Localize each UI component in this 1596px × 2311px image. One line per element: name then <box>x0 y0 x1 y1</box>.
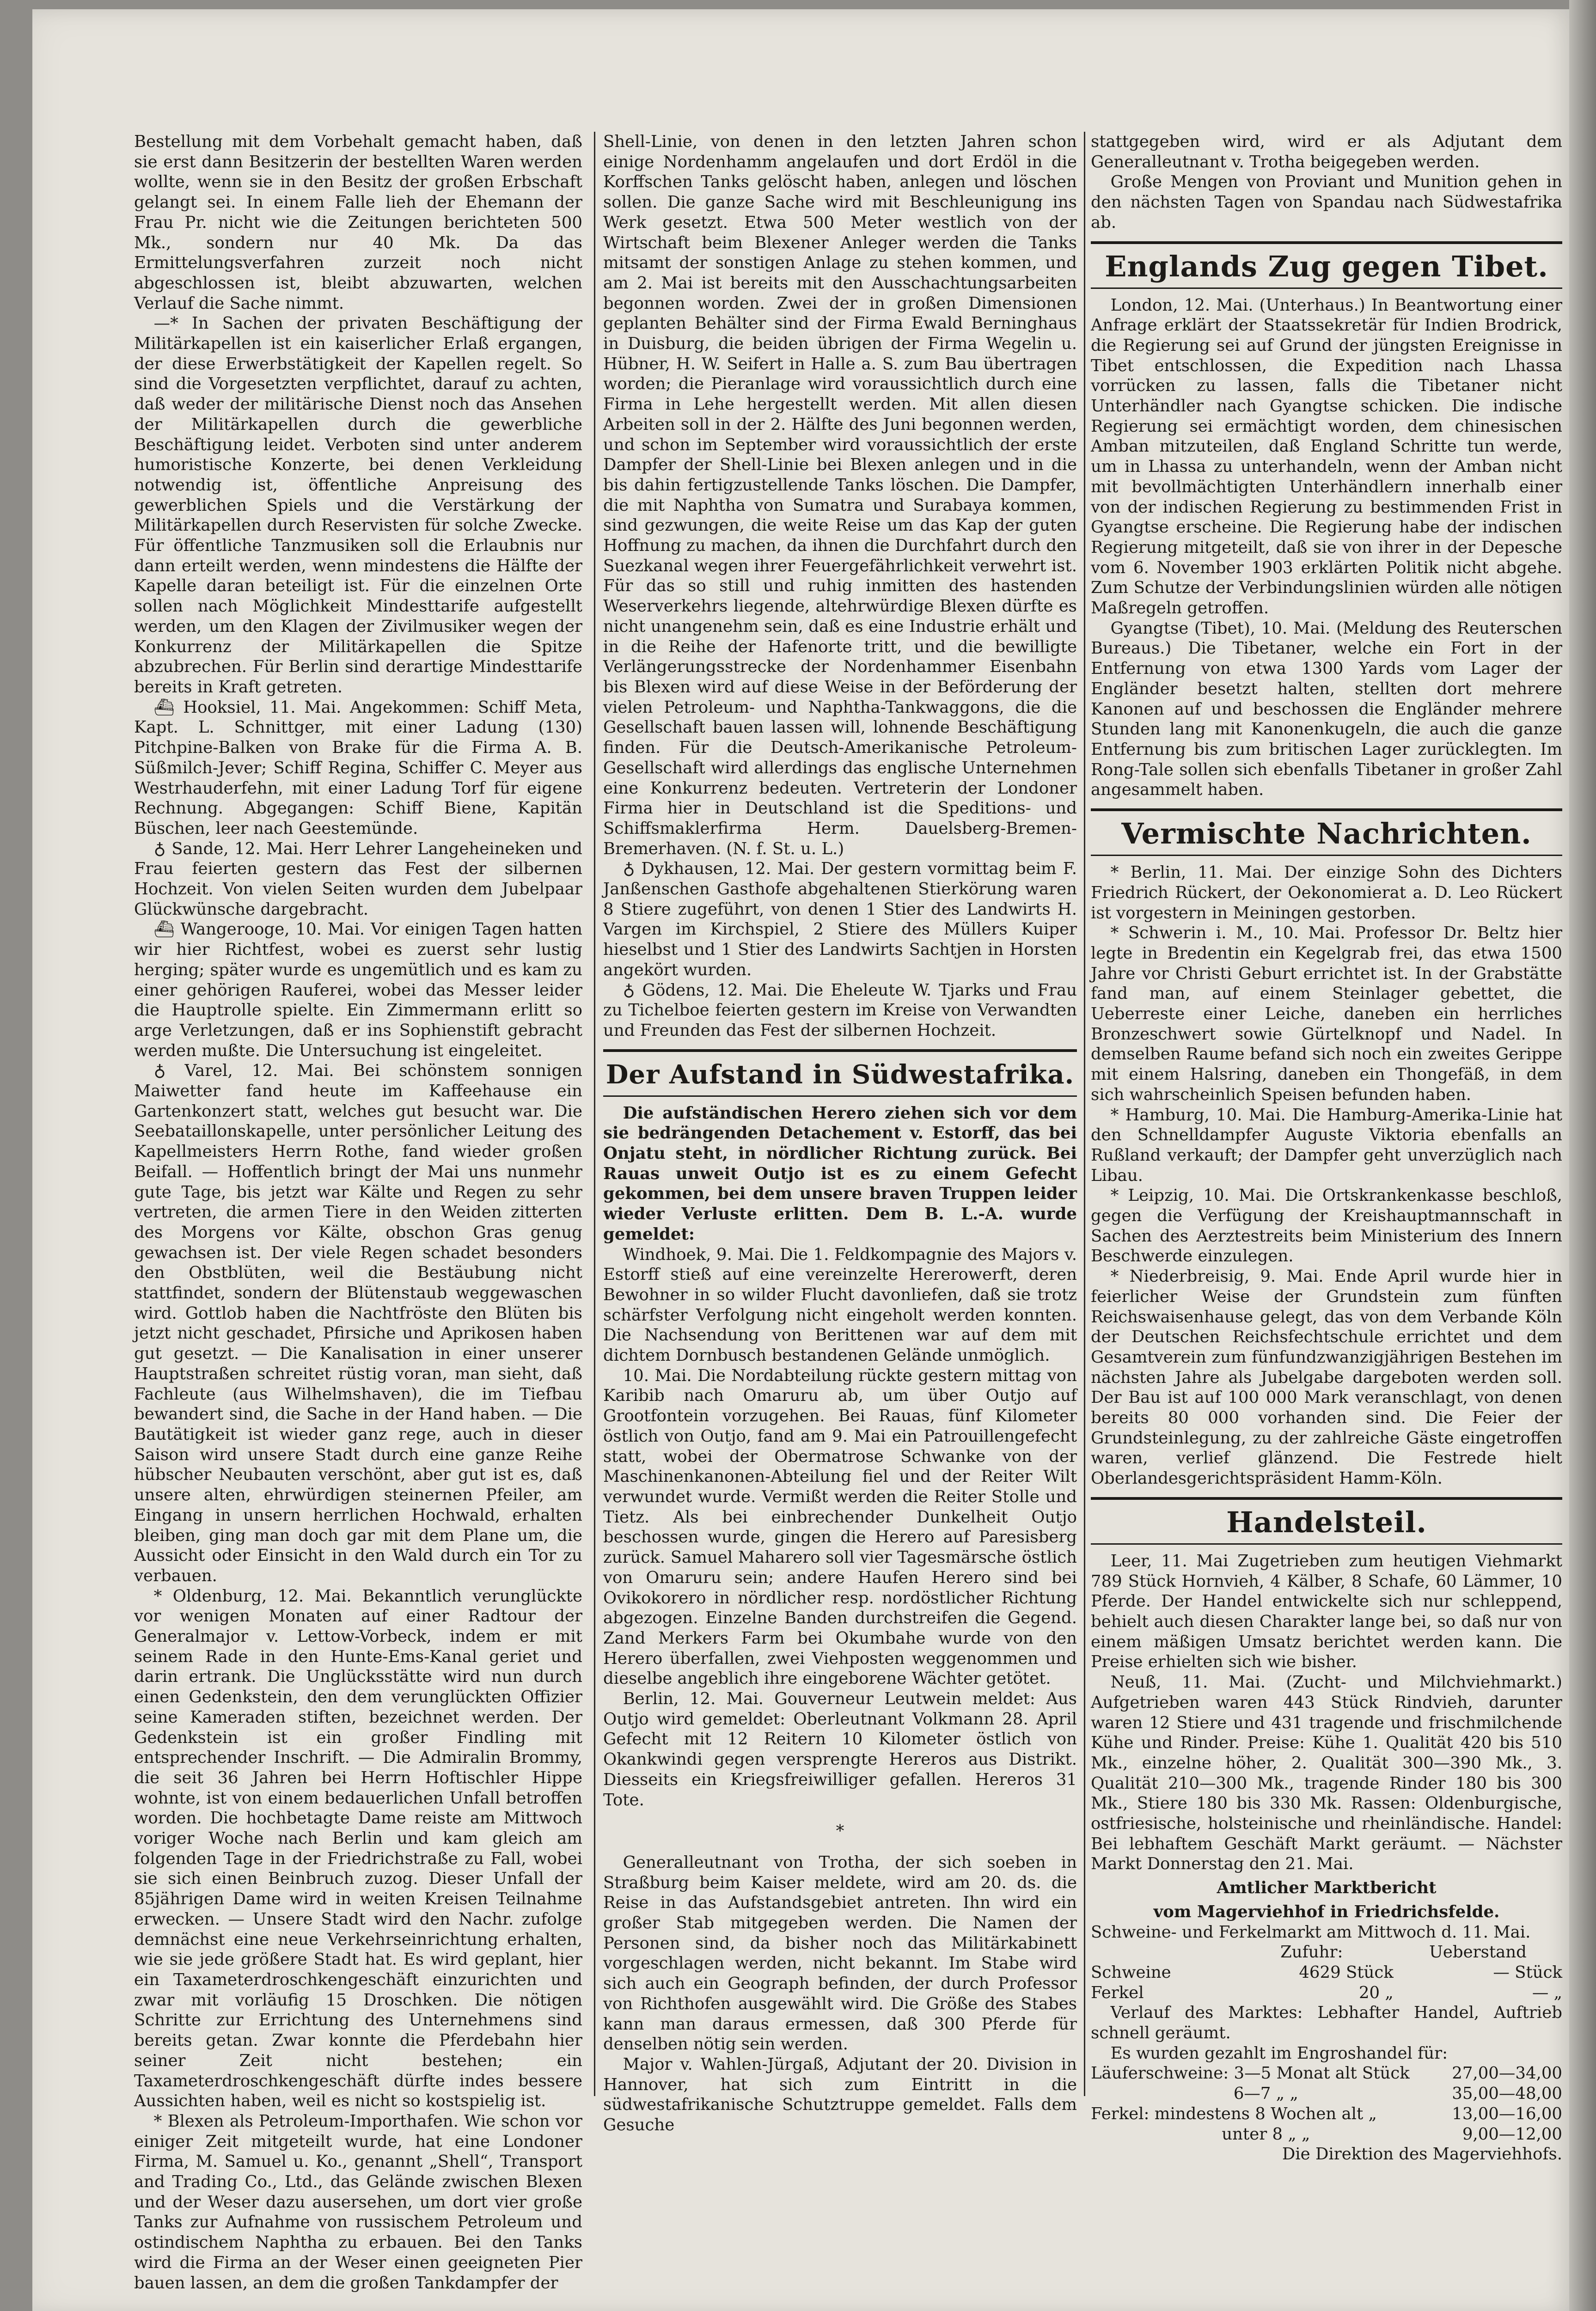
table-cell: 27,00—34,00 <box>1452 2064 1562 2083</box>
market-report-subtitle: vom Magerviehhof in Friedrichsfelde. <box>1153 1902 1500 1921</box>
article-proviant: Große Mengen von Proviant und Munition gehen in den nächsten Tagen von Spandau nach Südwestafrika ab. <box>1091 172 1562 232</box>
col-header: Ueberstand <box>1429 1943 1527 1962</box>
article-niederbreisig: * Niederbreisig, 9. Mai. Ende April wurde hier in feierlicher Weise der Grundstein zum fünften Reichswaisenhause gelegt, das von dem Verbande Köln der Deutschen Reichsfechtschule errichtet und dem Gesamtverein zum fünfundzwanzigjährigen Bestehen im nächsten Jahre als Jubelgabe dargeboten werden soll. Der Bau ist auf 100 000 Mark veranschlagt, von denen bereits 80 000 vorhanden sind. Die Feier der Grundsteinlegung, zu der zahlreiche Gäste eingetroffen waren, verlief glänzend. Die Festrede hielt Oberlandesgerichtspräsident Hamm-Köln. <box>1091 1267 1562 1488</box>
article-leipzig: * Leipzig, 10. Mai. Die Ortskrankenkasse beschloß, gegen die Verfügung der Kreishauptmannschaft in Sachen des Aerztestreits beim Ministerium des Innern Beschwerde einzulegen. <box>1091 1186 1562 1266</box>
col-header: Zufuhr: <box>1280 1943 1343 1962</box>
table-cell: Schweine <box>1091 1963 1171 1982</box>
article-lead: Die aufständischen Herero ziehen sich vor dem sie bedrängenden Detachement v. Estorff, das bei Onjatu steht, in nördlicher Richtung zurück. Bei Rauas unweit Outjo ist es zu einem Gefecht gekommen, bei dem unsere braven Truppen leider wieder Verluste erlitten. Dem B. L.-A. wurde gemeldet: <box>603 1103 1077 1244</box>
article-blexen: * Blexen als Petroleum-Importhafen. Wie schon vor einiger Zeit mitgeteilt wurde, hat eine Londoner Firma, M. Samuel u. Ko., genannt „Shell“, Transport and Trading Co., Ltd., das Gelände zwischen Blexen und der Weser dazu ausersehen, um dort vier große Tanks zur Aufnahme von russischem Petroleum und ostindischem Naphtha zu erbauen. Bei den Tanks wird die Firma an der Weser einen geeigneten Pier bauen lassen, an dem die großen Tankdampfer der <box>134 2111 582 2293</box>
table-cell: Läuferschweine: 3—5 Monat alt Stück <box>1091 2064 1410 2083</box>
article-oldenburg: * Oldenburg, 12. Mai. Bekanntlich verunglückte vor wenigen Monaten auf einer Radtour der Generalmajor v. Lettow-Vorbeck, indem er mit seinem Rade in den Hunte-Ems-Kanal geriet und darin ertrank. Die Unglücksstätte wird nun durch einen Gedenkstein, den dem verunglückten Offizier seine Kameraden stiften, bezeichnet werden. Der Gedenkstein ist ein großer Findling mit entsprechender Inschrift. — Die Admiralin Brommy, die seit 36 Jahren bei Herrn Hoftischler Hippe wohnte, ist von einem bedauerlichen Unfall betroffen worden. Die hochbetagte Dame reiste am Mittwoch voriger Woche nach Berlin und kam gleich am folgenden Tage in der Friedrichstraße zu Fall, wobei sie sich einen Beinbruch zuzog. Dieser Unfall der 85jährigen Dame wird in weiten Kreisen Teilnahme erwecken. — Unsere Stadt wird den Nachr. zufolge demnächst eine neue Verkehrseinrichtung erhalten, wie sie jede größere Stadt hat. Es wird geplant, hier ein Taxameterdroschkengeschäft einzurichten und zwar mit vorläufig 15 Droschken. Die nötigen Schritte zur Errichtung des Unternehmens sind bereits getan. Zwar konnte die Pferdebahn hier seiner Zeit nicht bestehen; ein Taxameterdroschkengeschäft dürfte indes bessere Aussichten haben, weil es nicht so kostspielig ist. <box>134 1586 582 2111</box>
market-course: Verlauf des Marktes: Lebhafter Handel, Auftrieb schnell geräumt. <box>1091 2003 1562 2043</box>
article-berlin-leutwein: Berlin, 12. Mai. Gouverneur Leutwein meldet: Aus Outjo wird gemeldet: Oberleutnant Volkmann 28. April Gefecht mit 12 Reitern 10 Kilometer östlich von Okankwindi gegen versprengte Hereros aus Distrikt. Diesseits ein Kriegsfreiwilliger gefallen. Hereros 31 Tote. <box>603 1689 1077 1810</box>
article-windhoek: Windhoek, 9. Mai. Die 1. Feldkompagnie des Majors v. Estorff stieß auf eine vereinzelte Hererowerft, deren Bewohner in so wilder Flucht davonliefen, daß sie trotz schärfster Verfolgung nicht eingeholt werden konnten. Die Nachsendung von Berittenen war auf dem mit dichtem Dornbusch bestandenen Gelände unmöglich. <box>603 1245 1077 1365</box>
table-cell: 13,00—16,00 <box>1452 2104 1562 2123</box>
column-left <box>134 132 582 2293</box>
section-heading: Der Aufstand in Südwestafrika. <box>603 1049 1077 1097</box>
separator-star: * <box>836 1822 844 1841</box>
article-text: Shell-Linie, von denen in den letzten Jahren schon einige Nordenhamm angelaufen und dort Erdöl in die Korffschen Tanks gelöscht haben, anlegen und löschen sollen. Die ganze Sache wird mit Beschleunigung ins Werk gesetzt. Etwa 500 Meter westlich von der Wirtschaft beim Blexener Anleger werden die Tanks mitsamt der sonstigen Anlage zu stehen kommen, und am 2. Mai ist bereits mit den Ausschachtungsarbeiten begonnen worden. Zwei der in großen Dimensionen geplanten Behälter sind der Firma Ewald Berninghaus in Duisburg, die beiden übrigen der Firma Wegelin u. Hübner, H. W. Seifert in Halle a. S. zum Bau übertragen worden; die Pieranlage wird voraussichtlich durch eine Firma in Lehe hergestellt werden. Mit allen diesen Arbeiten soll in der 2. Hälfte des Juni begonnen werden, und schon im September wird voraussichtlich der erste Dampfer der Shell-Linie bei Blexen anlegen und in die bis dahin fertigzustellende Tanks löschen. Die Dampfer, die mit Naphtha von Sumatra und Surabaya kommen, sind gezwungen, die weite Reise um das Kap der guten Hoffnung zu machen, da ihnen die Durchfahrt durch den Suezkanal wegen ihrer Feuergefährlichkeit verwehrt ist. Für das so still und ruhig inmitten des hastenden Weserverkehrs liegende, altehrwürdige Blexen dürfte es nicht unangenehm sein, daß es eine Industrie erhält und in die Reihe der Hafenorte tritt, und die bewilligte Verlängerungsstrecke der Nordenhammer Eisenbahn bis Blexen wird auf diese Weise in der Beförderung der vielen Petroleum- und Naphtha-Tankwaggons, die die Gesellschaft bauen lassen will, lohnende Beschäftigung finden. Für die Deutsch-Amerikanische Petroleum-Gesellschaft wird allerdings das englische Unternehmen eine Konkurrenz bedeuten. Vertreterin der Londoner Firma hier in Deutschland ist die Speditions- und Schiffsmaklerfirma Herm. Dauelsberg-Bremen-Bremerhaven. (N. f. St. u. L.) <box>603 132 1077 858</box>
article-nordabteilung: 10. Mai. Die Nordabteilung rückte gestern mittag von Karibib nach Omaruru ab, um über Outjo auf Grootfontein vorzugehen. Bei Rauas, fünf Kilometer östlich von Outjo, fand am 9. Mai ein Patrouillengefecht statt, wobei der Obermatrose Schwanke von der Maschinenkanonen-Abteilung fiel und der Reiter Wilt verwundet wurde. Vermißt werden die Reiter Stolle und Tietz. Als bei einbrechender Dunkelheit Outjo beschossen wurde, gingen die Herero auf Paresisberg zurück. Samuel Maharero soll vier Tagesmärsche östlich von Omaruru sein; andere Haufen Herero sind bei Ovikokorero in nördlicher resp. nordöstlicher Richtung abgezogen. Einzelne Banden durchstreifen die Gegend. Zand Merkers Farm bei Okumbahe wurde von den Herero überfallen, zwei Viehposten weggenommen und dieselbe angeblich ihre eingeborene Wächter getötet. <box>603 1366 1077 1688</box>
article-gyangtse: Gyangtse (Tibet), 10. Mai. (Meldung des Reuterschen Bureaus.) Die Tibetaner, welche ein Fort in der Entfernung von etwa 1300 Yards vom Lager der Engländer besetzt halten, stellten dort mehrere Kanonen auf und beschossen die Engländer mehrere Stunden lang mit Kanonenkugeln, die auch die ganze Entfernung bis zum britischen Lager zurücklegten. Im Rong-Tale sollen sich ebenfalls Tibetaner in großer Zahl angesammelt haben. <box>1091 618 1562 800</box>
article-varel: ♁ Varel, 12. Mai. Bei schönstem sonnigen Maiwetter fand heute im Kaffeehause ein Gartenkonzert statt, welches gut besucht war. Die Seebataillonskapelle, unter persönlicher Leitung des Kapellmeisters Herrn Rothe, fand wieder großen Beifall. — Hoffentlich bringt der Mai uns nunmehr gute Tage, bis jetzt war Kälte und Regen zu sehr vertreten, die armen Tiere in den Weiden zitterten des Morgens vor Kälte, obschon Gras genug gewachsen ist. Der viele Regen schadet besonders den Obstblüten, weil die Bestäubung nicht stattfindet, sondern der Blütenstaub weggewaschen wird. Gottlob haben die Nachtfröste den Blüten bis jetzt nicht geschadet, Pfirsiche und Aprikosen haben gut gesetzt. — Die Kanalisation in einer unserer Hauptstraßen schreitet rüstig voran, man sieht, daß Fachleute (aus Wilhelmshaven), die im Tiefbau bewandert sind, die Sache in der Hand haben. — Die Bautätigkeit ist wieder ganz rege, auch in dieser Saison wird unsere Stadt durch eine ganze Reihe hübscher Neubauten verschönt, aber gut ist es, daß unsere alten, ehrwürdigen steinernen Pfeiler, am Eingang in unsern herrlichen Hochwald, erhalten bleiben, ging man doch gar mit dem Plane um, die Aussicht oder Einsicht in den Wald durch ein Tor zu verbauen. <box>134 1061 582 1585</box>
table-cell: Ferkel <box>1091 1983 1144 2002</box>
market-signature: Die Direktion des Magerviehhofs. <box>1282 2145 1562 2164</box>
article-wahlen: Major v. Wahlen-Jürgaß, Adjutant der 20. Division in Hannover, hat sich zum Eintritt in die südwestafrikanische Schutztruppe gemeldet. Falls dem Gesuche <box>603 2054 1077 2135</box>
page-edge <box>1569 0 1596 2311</box>
article-leer: Leer, 11. Mai Zugetrieben zum heutigen Viehmarkt 789 Stück Hornvieh, 4 Kälber, 8 Schafe, 60 Lämmer, 10 Pferde. Der Handel entwickelte sich nur schleppend, behielt auch diesen Charakter lange bei, so daß nur von einem mäßigen Umsatz berichtet werden kann. Die Preise erhielten sich wie bisher. <box>1091 1551 1562 1672</box>
article-dykhausen: ♁ Dykhausen, 12. Mai. Der gestern vormittag beim F. Janßenschen Gasthofe abgehaltenen Stierkörung waren 8 Stiere zugeführt, von denen 1 Stier des Landwirts H. Vargen im Kirchspiel, 2 Stiere des Müllers Kuiper hieselbst und 1 Stier des Landwirts Sachtjen in Horsten angekört wurden. <box>603 859 1077 979</box>
market-table <box>1091 1942 1562 2003</box>
article-schwerin: * Schwerin i. M., 10. Mai. Professor Dr. Beltz hier legte in Bredentin ein Kegelgrab frei, das etwa 1500 Jahre vor Christi Geburt errichtet ist. In der Grabstätte fand man, auf einem Steinlager gebettet, die Ueberreste einer Leiche, daneben ein herrliches Bronzeschwert sowie Gürtelknopf und Nadel. In demselben Raume befand sich noch ein zweites Gerippe mit einem Halsring, daneben ein Thongefäß, in dem sich wahrscheinlich Speisen befunden haben. <box>1091 923 1562 1104</box>
table-cell: 9,00—12,00 <box>1462 2124 1562 2144</box>
article-hamburg: * Hamburg, 10. Mai. Die Hamburg-Amerika-Linie hat den Schnelldampfer Auguste Viktoria ebenfalls an Rußland verkauft; der Dampfer geht unverzüglich nach Libau. <box>1091 1105 1562 1185</box>
section-heading: Englands Zug gegen Tibet. <box>1091 241 1562 289</box>
table-cell: 6—7 „ „ <box>1233 2084 1298 2103</box>
section-heading: Handelsteil. <box>1091 1497 1562 1545</box>
table-cell: 4629 Stück <box>1299 1963 1394 1982</box>
article-sande: ♁ Sande, 12. Mai. Herr Lehrer Langeheineken und Frau feierten gestern das Fest der silbernen Hochzeit. Von vielen Seiten wurden dem Jubelpaar Glückwünsche dargebracht. <box>134 839 582 919</box>
table-cell: 35,00—48,00 <box>1452 2084 1562 2103</box>
table-cell: — „ <box>1532 1983 1562 2002</box>
table-cell: Ferkel: mindestens 8 Wochen alt „ <box>1091 2104 1377 2123</box>
article-trotha: Generalleutnant von Trotha, der sich soeben in Straßburg beim Kaiser meldete, wird am 20. ds. die Reise in das Aufstandsgebiet antreten. Ihn wird ein großer Stab mitgegeben werden. Die Namen der Personen sind, da bisher noch das Militärkabinett vorgeschlagen werden, nicht bekannt. Im Stabe wird sich auch ein Geograph befinden, der durch Professor von Richthofen ausgewählt wird. Die Größe des Stabes kann man daraus ermessen, daß 300 Pferde für denselben nötig sein werden. <box>603 1852 1077 2054</box>
article-berlin: * Berlin, 11. Mai. Der einzige Sohn des Dichters Friedrich Rückert, der Oekonomierat a. D. Leo Rückert ist vorgestern in Meiningen gestorben. <box>1091 863 1562 923</box>
column-rule <box>594 132 595 2096</box>
article-wangerooge: ⛴ Wangerooge, 10. Mai. Vor einigen Tagen hatten wir hier Richtfest, wobei es zuerst sehr lustig herging; später wurde es ungemütlich und es kam zu einer gehörigen Rauferei, wobei das Messer leider die Hauptrolle spielte. Ein Zimmermann erlitt so arge Verletzungen, daß er ins Sophienstift gebracht werden mußte. Die Untersuchung ist eingeleitet. <box>134 920 582 1060</box>
table-cell: unter 8 „ „ <box>1222 2124 1310 2144</box>
market-prices-intro: Es wurden gezahlt im Engroshandel für: <box>1110 2043 1448 2063</box>
price-table <box>1091 2063 1562 2144</box>
market-report-title: Amtlicher Marktbericht <box>1217 1878 1437 1898</box>
market-date: Schweine- und Ferkelmarkt am Mittwoch d. 11. Mai. <box>1091 1922 1531 1942</box>
article-london: London, 12. Mai. (Unterhaus.) In Beantwortung einer Anfrage erklärt der Staatssekretär für Indien Brodrick, die Regierung sei auf Grund der jüngsten Ereignisse in Tibet entschlossen, die Expedition nach Lhassa vorrücken zu lassen, falls die Tibetaner nicht Unterhändler nach Gyangtse schicken. Die indische Regierung sei ermächtigt worden, dem chinesischen Amban mitzuteilen, daß England Schritte tun werde, um in Lhassa zu unterhandeln, wenn der Amban nicht mit bevollmächtigten Unterhändlern innerhalb einer von der indischen Regierung zu bestimmenden Frist in Gyangtse erscheine. Die Regierung habe der indischen Regierung mitgeteilt, daß sie von ihrer in der Depesche vom 6. November 1903 erklärten Politik nicht abgehe. Zum Schutze der Verbindungslinien würden alle nötigen Maßregeln getroffen. <box>1091 295 1562 618</box>
column-middle <box>603 132 1077 2135</box>
article-goedens: ♁ Gödens, 12. Mai. Die Eheleute W. Tjarks und Frau zu Tichelboe feierten gestern im Kreise von Verwandten und Freunden das Fest der silbernen Hochzeit. <box>603 980 1077 1040</box>
section-heading: Vermischte Nachrichten. <box>1091 808 1562 856</box>
column-rule <box>1084 132 1085 2096</box>
table-cell: — Stück <box>1493 1963 1562 1982</box>
article-neuss: Neuß, 11. Mai. (Zucht- und Milchviehmarkt.) Aufgetrieben waren 443 Stück Rindvieh, darunter waren 12 Stiere und 431 tragende und frischmilchende Kühe und Rinder. Preise: Kühe 1. Qualität 420 bis 510 Mk., einzelne höher, 2. Qualität 300—390 Mk., 3. Qualität 210—300 Mk., tragende Rinder 180 bis 300 Mk., Stiere 180 bis 330 Mk. Rassen: Oldenburgische, ostfriesische, holsteinische und rheinländische. Handel: Bei lebhaftem Geschäft Markt geräumt. — Nächster Markt Donnerstag den 21. Mai. <box>1091 1673 1562 1874</box>
article-hooksiel: ⛴ Hooksiel, 11. Mai. Angekommen: Schiff Meta, Kapt. L. Schnittger, mit einer Ladung (130) Pitchpine-Balken von Brake für die Firma A. B. Süßmilch-Jever; Schiff Regina, Schiffer C. Meyer aus Westrhauderfehn, mit einer Ladung Torf für eigene Rechnung. Abgegangen: Schiff Biene, Kapitän Büschen, leer nach Geestemünde. <box>134 697 582 838</box>
article-military-bands: —* In Sachen der privaten Beschäftigung der Militärkapellen ist ein kaiserlicher Erlaß ergangen, der diese Erwerbstätigkeit der Kapellen regelt. So sind die Vorgesetzten verpflichtet, darauf zu achten, daß weder der militärische Dienst noch das Ansehen der Militärkapellen durch die gewerbliche Beschäftigung leidet. Verboten sind unter anderem humoristische Konzerte, bei denen Verkleidung notwendig ist, öffentliche Anpreisung des gewerblichen Spiels und die Verstärkung der Militärkapellen durch Reservisten für solche Zwecke. Für öffentliche Tanzmusiken soll die Erlaubnis nur dann erteilt werden, wenn mindestens die Hälfte der Kapelle daran beteiligt ist. Für die einzelnen Orte sollen nach Möglichkeit Mindesttarife aufgestellt werden, um den Klagen der Zivilmusiker wegen der Konkurrenz der Militärkapellen die Spitze abzubrechen. Für Berlin sind derartige Mindesttarife bereits in Kraft getreten. <box>134 314 582 697</box>
article-text: stattgegeben wird, wird er als Adjutant dem Generalleutnant v. Trotha beigegeben werden. <box>1091 132 1562 171</box>
column-right <box>1091 132 1562 2164</box>
table-cell: 20 „ <box>1358 1983 1394 2002</box>
article-text: Bestellung mit dem Vorbehalt gemacht haben, daß sie erst dann Besitzerin der bestellten Waren werden wollte, wenn sie in den Besitz der großen Erbschaft gelangt sei. In einem Falle lieh der Ehemann der Frau Pr. nicht wie die Zeitungen berichteten 500 Mk., sondern nur 40 Mk. Da das Ermittelungsverfahren zurzeit noch nicht abgeschlossen ist, bleibt abzuwarten, welchen Verlauf die Sache nimmt. <box>134 132 582 313</box>
